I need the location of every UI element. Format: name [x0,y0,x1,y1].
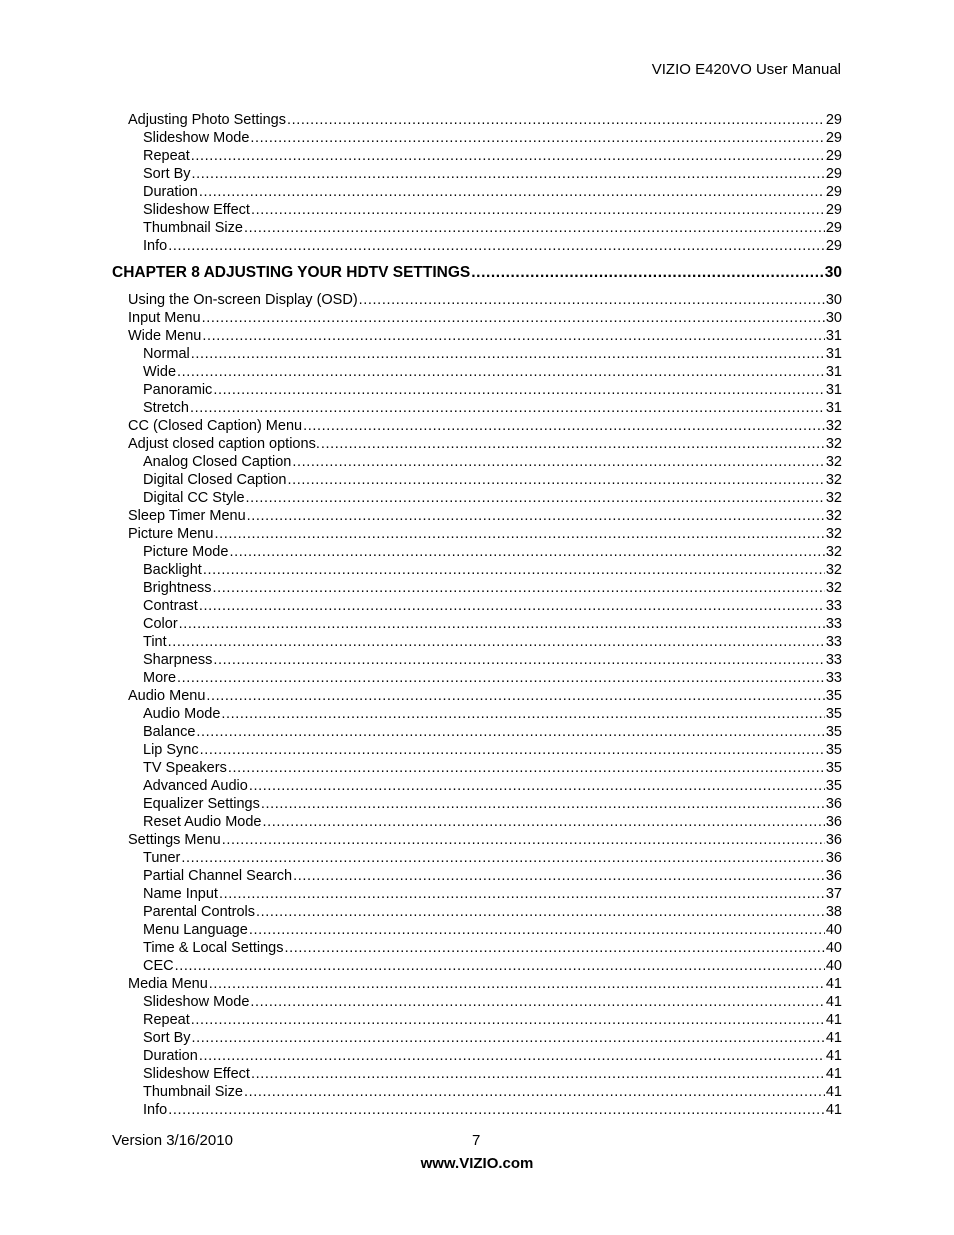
toc-entry-page: 32 [825,472,842,488]
toc-entry-label: Normal [143,346,190,362]
toc-dot-leader [222,831,825,849]
toc-dot-leader [213,651,825,669]
toc-entry[interactable] [112,345,842,363]
toc-entry-page: 29 [825,112,842,128]
toc-entry[interactable] [112,1047,842,1065]
toc-entry[interactable] [112,579,842,597]
toc-dot-leader [359,291,825,309]
toc-entry-page: 38 [825,904,842,920]
toc-entry[interactable] [112,957,842,975]
toc-dot-leader [246,489,825,507]
toc-dot-leader [214,525,824,543]
toc-entry[interactable] [112,975,842,993]
toc-dot-leader [168,237,825,255]
toc-entry-label: Lip Sync [143,742,199,758]
toc-dot-leader [191,147,825,165]
toc-dot-leader [244,219,825,237]
toc-entry-label: Reset Audio Mode [143,814,262,830]
toc-dot-leader [293,867,825,885]
toc-entry-page: 31 [825,364,842,380]
toc-dot-leader [190,399,825,417]
toc-dot-leader [221,705,824,723]
toc-entry-page: 30 [824,264,842,281]
toc-entry-page: 36 [825,832,842,848]
toc-entry-page: 41 [825,1102,842,1118]
toc-dot-leader [247,507,825,525]
toc-dot-leader [213,381,825,399]
toc-entry-page: 41 [825,976,842,992]
toc-entry[interactable] [112,849,842,867]
toc-entry[interactable] [112,309,842,327]
toc-entry-page: 33 [825,634,842,650]
toc-entry-page: 32 [825,562,842,578]
toc-entry-page: 33 [825,652,842,668]
toc-dot-leader [229,543,824,561]
toc-entry-label: Color [143,616,178,632]
toc-dot-leader [287,471,824,489]
toc-entry-label: Name Input [143,886,218,902]
toc-entry-label: Tuner [143,850,181,866]
toc-dot-leader [191,1011,825,1029]
toc-entry[interactable] [112,885,842,903]
toc-entry[interactable] [112,147,842,165]
toc-entry-page: 35 [825,706,842,722]
toc-entry-page: 30 [825,292,842,308]
toc-entry-label: Slideshow Effect [143,1066,250,1082]
toc-entry[interactable] [112,633,842,651]
toc-entry-label: CEC [143,958,174,974]
toc-entry-page: 29 [825,166,842,182]
toc-entry-page: 30 [825,310,842,326]
toc-dot-leader [177,669,825,687]
toc-entry[interactable] [112,489,842,507]
toc-entry-page: 32 [825,580,842,596]
toc-entry-label: Time & Local Settings [143,940,284,956]
toc-entry-label: Picture Menu [128,526,214,542]
toc-dot-leader [303,417,825,435]
toc-entry-page: 32 [825,544,842,560]
toc-entry[interactable] [112,705,842,723]
toc-dot-leader [177,363,825,381]
toc-entry-page: 29 [825,238,842,254]
toc-entry[interactable] [112,129,842,147]
toc-entry-label: Audio Menu [128,688,206,704]
toc-entry-label: Advanced Audio [143,778,248,794]
toc-entry[interactable] [112,1083,842,1101]
toc-entry-label: Digital CC Style [143,490,245,506]
toc-dot-leader [196,723,824,741]
toc-entry[interactable] [112,687,842,705]
toc-entry-page: 31 [825,328,842,344]
toc-entry-label: More [143,670,177,686]
toc-entry-page: 35 [825,742,842,758]
toc-entry-label: CC (Closed Caption) Menu [128,418,303,434]
toc-entry-page: 41 [825,994,842,1010]
toc-entry-label: Backlight [143,562,202,578]
toc-entry[interactable] [112,597,842,615]
toc-entry[interactable] [112,291,842,309]
toc-entry[interactable] [112,651,842,669]
toc-dot-leader [175,957,825,975]
toc-entry[interactable] [112,1029,842,1047]
toc-chapter-heading[interactable] [112,263,842,283]
toc-entry-page: 40 [825,922,842,938]
toc-dot-leader [219,885,825,903]
toc-entry[interactable] [112,921,842,939]
toc-dot-leader [249,777,825,795]
toc-dot-leader [202,327,825,345]
toc-dot-leader [199,597,825,615]
toc-entry-label: Parental Controls [143,904,256,920]
toc-dot-leader [192,165,825,183]
toc-entry[interactable] [112,381,842,399]
toc-dot-leader [168,633,825,651]
footer-page-number: 7 [472,1132,481,1149]
toc-dot-leader [287,111,825,129]
toc-entry-label: Wide [143,364,177,380]
toc-entry-label: Sort By [143,166,191,182]
toc-entry-label: Brightness [143,580,212,596]
toc-entry-label: Analog Closed Caption [143,454,292,470]
toc-dot-leader [285,939,825,957]
toc-entry[interactable] [112,795,842,813]
toc-entry-page: 35 [825,760,842,776]
table-of-contents [112,111,842,1119]
toc-entry-label: Media Menu [128,976,208,992]
toc-entry[interactable] [112,453,842,471]
toc-entry-page: 31 [825,400,842,416]
toc-entry-label: Thumbnail Size [143,220,243,236]
toc-entry-label: Tint [143,634,167,650]
toc-entry[interactable] [112,363,842,381]
toc-dot-leader [191,345,825,363]
toc-entry[interactable] [112,1065,842,1083]
toc-entry[interactable] [112,543,842,561]
toc-entry-label: Info [143,1102,168,1118]
toc-entry-page: 41 [825,1084,842,1100]
toc-entry-page: 41 [825,1048,842,1064]
toc-entry-label: Using the On-screen Display (OSD) [128,292,358,308]
toc-entry-page: 33 [825,598,842,614]
toc-entry-label: Slideshow Mode [143,994,250,1010]
toc-entry-page: 32 [825,418,842,434]
toc-entry-page: 33 [825,616,842,632]
toc-entry-label: Info [143,238,168,254]
toc-entry-page: 32 [825,490,842,506]
toc-dot-leader [181,849,825,867]
toc-entry[interactable] [112,615,842,633]
toc-entry[interactable] [112,777,842,795]
toc-entry[interactable] [112,201,842,219]
toc-dot-leader [251,1065,825,1083]
toc-entry-page: 37 [825,886,842,902]
toc-entry-page: 35 [825,688,842,704]
toc-dot-leader [256,903,825,921]
toc-entry[interactable] [112,219,842,237]
toc-entry-page: 35 [825,778,842,794]
toc-entry[interactable] [112,399,842,417]
toc-entry[interactable] [112,561,842,579]
toc-entry[interactable] [112,759,842,777]
toc-entry-label: Balance [143,724,196,740]
toc-entry-label: Sort By [143,1030,191,1046]
toc-entry-page: 32 [825,454,842,470]
toc-entry-label: Settings Menu [128,832,221,848]
toc-entry-page: 41 [825,1066,842,1082]
toc-entry[interactable] [112,525,842,543]
toc-dot-leader [202,309,825,327]
toc-dot-leader [244,1083,825,1101]
toc-entry[interactable] [112,723,842,741]
toc-entry-label: Adjust closed caption options. [128,436,320,452]
toc-entry-page: 29 [825,130,842,146]
toc-entry[interactable] [112,939,842,957]
toc-dot-leader [249,921,825,939]
toc-entry-page: 29 [825,148,842,164]
toc-entry-label: Contrast [143,598,198,614]
toc-entry[interactable] [112,903,842,921]
toc-dot-leader [251,201,825,219]
toc-entry-page: 29 [825,184,842,200]
toc-dot-leader [250,993,824,1011]
toc-entry-label: Audio Mode [143,706,221,722]
toc-entry[interactable] [112,1011,842,1029]
toc-dot-leader [203,561,825,579]
toc-entry-label: Repeat [143,1012,190,1028]
toc-dot-leader [209,975,825,993]
toc-entry-label: Duration [143,184,198,200]
toc-entry-label: Wide Menu [128,328,202,344]
footer-url: www.VIZIO.com [420,1155,534,1172]
toc-dot-leader [168,1101,825,1119]
toc-entry-page: 36 [825,814,842,830]
toc-entry-label: Sharpness [143,652,213,668]
toc-entry-page: 36 [825,868,842,884]
toc-entry-page: 32 [825,526,842,542]
toc-entry-label: Thumbnail Size [143,1084,243,1100]
toc-entry-label: Slideshow Mode [143,130,250,146]
toc-entry-page: 36 [825,850,842,866]
toc-entry-page: 29 [825,220,842,236]
toc-entry-page: 41 [825,1012,842,1028]
toc-entry[interactable] [112,183,842,201]
toc-dot-leader [292,453,825,471]
toc-entry-label: Menu Language [143,922,248,938]
toc-dot-leader [261,795,825,813]
toc-entry[interactable] [112,471,842,489]
toc-dot-leader [228,759,825,777]
toc-dot-leader [321,435,825,453]
toc-entry[interactable] [112,813,842,831]
toc-entry[interactable] [112,435,842,453]
toc-entry-label: TV Speakers [143,760,227,776]
toc-dot-leader [199,183,825,201]
running-header-title: VIZIO E420VO User Manual [651,61,841,78]
toc-entry[interactable] [112,831,842,849]
toc-entry-page: 33 [825,670,842,686]
toc-entry-page: 32 [825,436,842,452]
toc-dot-leader [192,1029,825,1047]
toc-entry[interactable] [112,327,842,345]
toc-entry-label: Picture Mode [143,544,229,560]
toc-entry[interactable] [112,111,842,129]
toc-dot-leader [179,615,825,633]
toc-entry-page: 31 [825,346,842,362]
toc-entry-label: Repeat [143,148,190,164]
toc-entry[interactable] [112,669,842,687]
toc-entry-label: Stretch [143,400,189,416]
toc-dot-leader [471,263,823,283]
toc-dot-leader [250,129,824,147]
toc-entry-label: Partial Channel Search [143,868,293,884]
toc-entry-page: 29 [825,202,842,218]
footer-version: Version 3/16/2010 [112,1132,233,1149]
toc-entry[interactable] [112,417,842,435]
toc-entry-label: Input Menu [128,310,201,326]
toc-dot-leader [206,687,824,705]
toc-dot-leader [263,813,825,831]
toc-entry-label: Digital Closed Caption [143,472,287,488]
toc-entry-label: Duration [143,1048,198,1064]
toc-entry-page: 35 [825,724,842,740]
toc-dot-leader [213,579,825,597]
toc-entry-page: 36 [825,796,842,812]
toc-entry-page: 41 [825,1030,842,1046]
toc-entry[interactable] [112,1101,842,1119]
toc-dot-leader [200,741,825,759]
toc-entry[interactable] [112,237,842,255]
toc-entry[interactable] [112,993,842,1011]
toc-entry-page: 32 [825,508,842,524]
toc-entry[interactable] [112,867,842,885]
toc-entry[interactable] [112,741,842,759]
toc-entry-label: Equalizer Settings [143,796,260,812]
toc-entry-page: 40 [825,940,842,956]
toc-entry-label: CHAPTER 8 ADJUSTING YOUR HDTV SETTINGS [112,264,471,281]
toc-entry-label: Adjusting Photo Settings [128,112,286,128]
toc-entry-label: Panoramic [143,382,213,398]
toc-entry-page: 40 [825,958,842,974]
toc-entry-label: Sleep Timer Menu [128,508,246,524]
toc-dot-leader [199,1047,825,1065]
toc-entry[interactable] [112,165,842,183]
toc-entry[interactable] [112,507,842,525]
toc-entry-label: Slideshow Effect [143,202,250,218]
toc-entry-page: 31 [825,382,842,398]
